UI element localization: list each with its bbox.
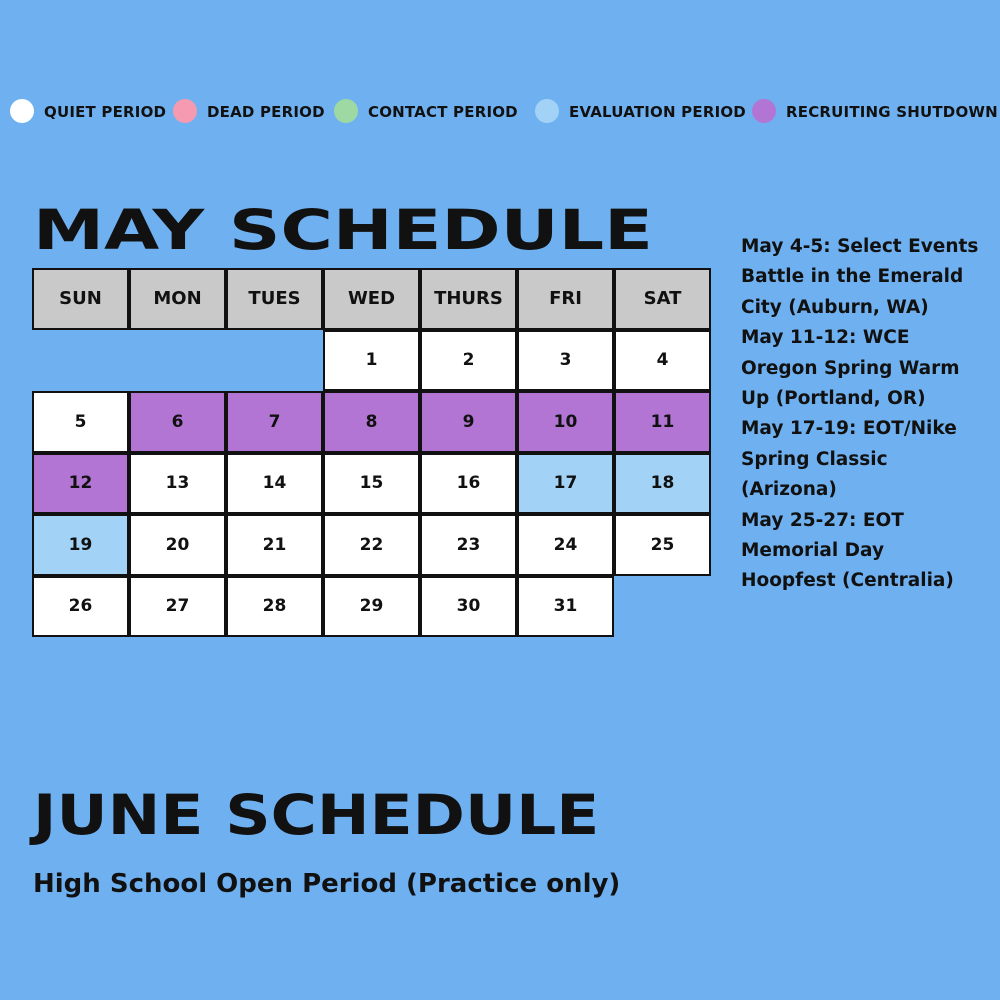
legend-dot-icon bbox=[10, 99, 34, 123]
calendar-day: 31 bbox=[517, 576, 614, 638]
june-schedule-title: JUNE SCHEDULE bbox=[33, 783, 600, 848]
calendar-day: 15 bbox=[323, 453, 420, 515]
event-line: City (Auburn, WA) bbox=[741, 296, 929, 318]
legend-label: RECRUITING SHUTDOWN bbox=[786, 103, 998, 121]
event-line: Hoopfest (Centralia) bbox=[741, 570, 954, 592]
calendar-day: 10 bbox=[517, 391, 614, 453]
calendar-day: 8 bbox=[323, 391, 420, 453]
event-line: May 11-12: WCE bbox=[741, 327, 910, 349]
calendar-day: 14 bbox=[226, 453, 323, 515]
calendar-day: 12 bbox=[32, 453, 129, 515]
weekday-header: TUES bbox=[226, 268, 323, 330]
calendar-day: 17 bbox=[517, 453, 614, 515]
weekday-header: MON bbox=[129, 268, 226, 330]
may-schedule-title: MAY SCHEDULE bbox=[33, 198, 653, 263]
calendar-day: 3 bbox=[517, 330, 614, 392]
event-line: May 4-5: Select Events bbox=[741, 236, 979, 257]
event-line: (Arizona) bbox=[741, 479, 837, 501]
event-line: Oregon Spring Warm bbox=[741, 357, 960, 379]
event-line: May 25-27: EOT bbox=[741, 509, 904, 531]
legend-label: EVALUATION PERIOD bbox=[569, 103, 746, 121]
calendar-day: 25 bbox=[614, 514, 711, 576]
calendar-day: 21 bbox=[226, 514, 323, 576]
event-line: Battle in the Emerald bbox=[741, 266, 964, 288]
may-calendar bbox=[32, 268, 713, 640]
calendar-day: 5 bbox=[32, 391, 129, 453]
calendar-day: 19 bbox=[32, 514, 129, 576]
weekday-header: SUN bbox=[32, 268, 129, 330]
legend-label: DEAD PERIOD bbox=[207, 103, 325, 121]
legend-dot-icon bbox=[535, 99, 559, 123]
calendar-day: 29 bbox=[323, 576, 420, 638]
calendar-day: 22 bbox=[323, 514, 420, 576]
legend-dot-icon bbox=[752, 99, 776, 123]
calendar-day: 9 bbox=[420, 391, 517, 453]
weekday-header: FRI bbox=[517, 268, 614, 330]
calendar-day: 18 bbox=[614, 453, 711, 515]
event-line: Memorial Day bbox=[741, 540, 885, 562]
calendar-day: 16 bbox=[420, 453, 517, 515]
calendar-day: 4 bbox=[614, 330, 711, 392]
legend-dot-icon bbox=[173, 99, 197, 123]
june-schedule-subtitle: High School Open Period (Practice only) bbox=[33, 869, 621, 899]
event-line: Up (Portland, OR) bbox=[741, 388, 926, 410]
event-line: May 17-19: EOT/Nike bbox=[741, 418, 957, 440]
legend-label: CONTACT PERIOD bbox=[368, 103, 518, 121]
calendar-day: 2 bbox=[420, 330, 517, 392]
calendar-day: 30 bbox=[420, 576, 517, 638]
event-line: Spring Classic bbox=[741, 448, 888, 470]
calendar-day: 23 bbox=[420, 514, 517, 576]
calendar-day: 6 bbox=[129, 391, 226, 453]
legend-label: QUIET PERIOD bbox=[44, 103, 167, 121]
calendar-day: 7 bbox=[226, 391, 323, 453]
may-events-list bbox=[741, 232, 996, 597]
weekday-header: THURS bbox=[420, 268, 517, 330]
weekday-header: WED bbox=[323, 268, 420, 330]
legend bbox=[10, 98, 1000, 126]
weekday-header: SAT bbox=[614, 268, 711, 330]
calendar-day: 13 bbox=[129, 453, 226, 515]
calendar-day: 11 bbox=[614, 391, 711, 453]
calendar-day: 27 bbox=[129, 576, 226, 638]
calendar-day: 20 bbox=[129, 514, 226, 576]
calendar-day: 28 bbox=[226, 576, 323, 638]
legend-dot-icon bbox=[334, 99, 358, 123]
calendar-day: 26 bbox=[32, 576, 129, 638]
calendar-day: 24 bbox=[517, 514, 614, 576]
calendar-day: 1 bbox=[323, 330, 420, 392]
